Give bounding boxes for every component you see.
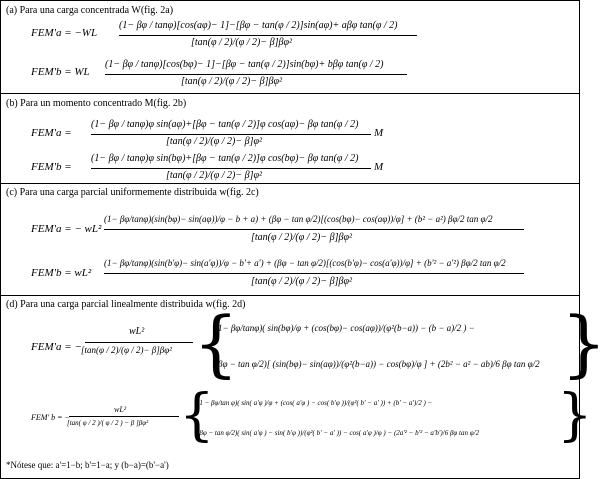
- eq-b1-fraction-bar: [91, 134, 371, 135]
- section-c-heading: (c) Para una carga parcial uniformemente distribuida w(fig. 2c): [6, 187, 259, 198]
- eq-d2-line1: (1 − βφ/tan φ)( sin( a'φ )/φ + (cos( a'φ ) − cos( b'φ ))/(φ²( b' − a' )) + (b' − a')/2 ) −: [197, 399, 433, 407]
- eq-a2-fraction-bar: [105, 74, 407, 75]
- section-separator-cd: [1, 295, 579, 296]
- eq-d1-coef-fraction-bar: [85, 342, 193, 343]
- eq-d1-line1: (1− βφ/tanφ)( sin(bφ)/φ + (cos(bφ)− cos(aφ))/(φ²(b−a)) − (b − a)/2 ) −: [215, 323, 475, 333]
- eq-b2-tail: M: [374, 161, 384, 173]
- eq-d1-coef-denominator: [tan(φ / 2)/(φ / 2)− β]βφ²: [81, 345, 172, 355]
- eq-a1-denominator: [tan(φ / 2)/(φ / 2)− β]βφ²: [191, 37, 293, 48]
- eq-b2-denominator: [tan(φ / 2)/(φ / 2)− β]φ²: [166, 170, 263, 181]
- eq-d2-left-brace-icon: {: [179, 383, 215, 448]
- section-d-heading: (d) Para una carga parcial linealmente distribuida w(fig. 2d): [6, 299, 246, 310]
- eq-c1-numerator: (1− βφ/tanφ)(sin(bφ)− sin(aφ))/φ − b + a) + (βφ − tan φ/2)[(cos(bφ)− cos(aφ))/φ] + (b² − a²) βφ/2 tan φ/2: [104, 214, 493, 224]
- eq-b2-lhs: FEM'b =: [31, 161, 72, 173]
- eq-d1-line2: (βφ − tan φ/2)[ (sin(bφ)− sin(aφ))/(φ²(b−a)) − cos(bφ)/φ ] + (2b² − a² − ab)/6 βφ tan φ/2: [215, 359, 540, 369]
- eq-d2-right-brace-icon: }: [557, 383, 593, 448]
- eq-d2-lhs: FEM' b = −: [31, 413, 70, 422]
- eq-c2-denominator: [tan(φ / 2)/(φ / 2)− β]βφ²: [251, 276, 353, 287]
- eq-d2-coef-denominator: [tan( φ / 2 )/( φ / 2 ) − β ]βφ²: [67, 419, 149, 427]
- eq-c1-lhs: FEM'a = − wL²: [31, 223, 102, 235]
- section-a-heading: (a) Para una carga concentrada W(fig. 2a): [6, 5, 174, 16]
- eq-b2-fraction-bar: [91, 168, 371, 169]
- eq-a1-fraction-bar: [119, 35, 417, 36]
- eq-b1-numerator: (1− βφ / tanφ)φ sin(aφ)+[βφ − tan(φ / 2)]φ cos(aφ)− βφ tan(φ / 2): [91, 119, 359, 130]
- eq-b1-denominator: [tan(φ / 2)/(φ / 2)− β]φ²: [166, 136, 263, 147]
- eq-d2-coef-fraction-bar: [69, 416, 179, 417]
- eq-a1-lhs: FEM'a = −WL: [31, 27, 98, 39]
- eq-d1-left-brace-icon: {: [193, 301, 239, 385]
- eq-c2-lhs: FEM'b = wL²: [31, 267, 92, 279]
- footnote: *Nótese que: a'=1−b; b'=1−a; y (b−a)=(b'−a'): [6, 460, 169, 470]
- eq-c2-numerator: (1− βφ/tanφ)(sin(b'φ)− sin(a'φ))/φ − b'+ a') + (βφ − tan φ/2)[(cos(b'φ)− cos(a'φ))/φ] + (b'² − a'²) βφ/2 tan φ/2: [104, 258, 506, 268]
- eq-d2-line2: (βφ − tan φ/2)( sin( a'φ ) − sin( b'φ ))/(φ²( b' − a' )) − cos( a'φ )/φ ) − (2a'² − b'² − a'b')/6 βφ tan φ/2: [197, 429, 480, 437]
- eq-b1-lhs: FEM'a =: [31, 127, 72, 139]
- section-b-heading: (b) Para un momento concentrado M(fig. 2b): [6, 98, 187, 109]
- eq-c1-denominator: [tan(φ / 2)/(φ / 2)− β]βφ²: [251, 232, 353, 243]
- section-separator-bc: [1, 183, 579, 184]
- eq-a1-numerator: (1− βφ / tanφ)[cos(aφ)− 1]−[βφ − tan(φ / 2)]sin(aφ)+ aβφ tan(φ / 2): [119, 20, 398, 31]
- eq-d2-coef-numerator: wL²: [114, 405, 127, 414]
- eq-a2-denominator: [tan(φ / 2)/(φ / 2)− β]βφ²: [181, 76, 283, 87]
- eq-d1-right-brace-icon: }: [561, 301, 607, 385]
- eq-b2-numerator: (1− βφ / tanφ)φ sin(bφ)+[βφ − tan(φ / 2)]φ cos(bφ)− βφ tan(φ / 2): [91, 153, 359, 164]
- eq-b1-tail: M: [374, 127, 384, 139]
- eq-a2-numerator: (1− βφ / tanφ)[cos(bφ)− 1]−[βφ − tan(φ / 2)]sin(bφ)+ bβφ tan(φ / 2): [105, 59, 384, 70]
- eq-c2-fraction-bar: [104, 273, 524, 274]
- eq-a2-lhs: FEM'b = WL: [31, 66, 90, 78]
- eq-c1-fraction-bar: [104, 229, 524, 230]
- eq-d1-coef-numerator: wL²: [129, 326, 145, 337]
- eq-d1-lhs: FEM'a = −: [31, 341, 82, 353]
- section-separator-ab: [1, 93, 579, 94]
